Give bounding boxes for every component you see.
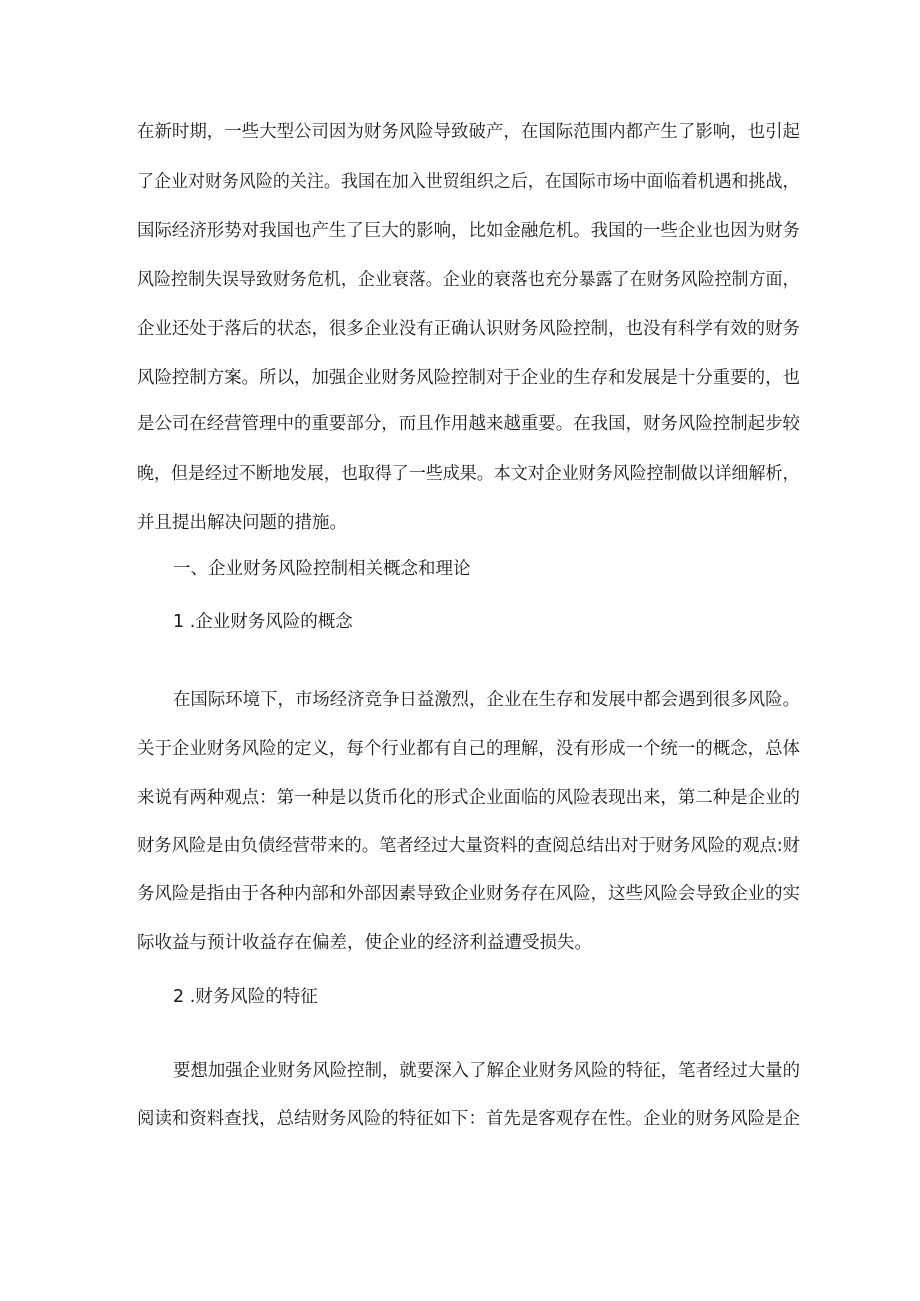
text-line: 并且提出解决问题的措施。 — [137, 513, 347, 533]
subsection-heading: 2 .财务风险的特征 — [173, 987, 318, 1007]
text-line: 企业还处于落后的状态，很多企业没有正确认识财务风险控制，也没有科学有效的财务 — [137, 319, 800, 339]
text-line: 阅读和资料查找，总结财务风险的特征如下：首先是客观存在性。企业的财务风险是企 — [137, 1109, 800, 1129]
text-line: 在国际环境下，市场经济竞争日益激烈，企业在生存和发展中都会遇到很多风险。 — [173, 690, 800, 710]
subsection-heading: 1 .企业财务风险的概念 — [173, 612, 353, 632]
text-line: 要想加强企业财务风险控制，就要深入了解企业财务风险的特征，笔者经过大量的 — [173, 1061, 800, 1081]
text-line: 风险控制方案。所以，加强企业财务风险控制对于企业的生存和发展是十分重要的，也 — [137, 368, 800, 388]
text-line: 是公司在经营管理中的重要部分，而且作用越来越重要。在我国，财务风险控制起步较 — [137, 414, 800, 434]
text-line: 在新时期，一些大型公司因为财务风险导致破产，在国际范围内都产生了影响，也引起 — [137, 122, 800, 142]
section-heading: 一、企业财务风险控制相关概念和理论 — [173, 559, 471, 579]
text-line: 了企业对财务风险的关注。我国在加入世贸组织之后，在国际市场中面临着机遇和挑战， — [137, 172, 800, 192]
text-line: 际收益与预计收益存在偏差，使企业的经济利益遭受损失。 — [137, 933, 592, 953]
text-line: 关于企业财务风险的定义，每个行业都有自己的理解，没有形成一个统一的概念，总体 — [137, 739, 800, 759]
text-line: 财务风险是由负债经营带来的。笔者经过大量资料的查阅总结出对于财务风险的观点:财 — [137, 836, 800, 856]
text-line: 务风险是指由于各种内部和外部因素导致企业财务存在风险，这些风险会导致企业的实 — [137, 884, 800, 904]
text-line: 风险控制失误导致财务危机，企业衰落。企业的衰落也充分暴露了在财务风险控制方面， — [137, 270, 800, 290]
text-line: 晚，但是经过不断地发展，也取得了一些成果。本文对企业财务风险控制做以详细解析， — [137, 464, 800, 484]
text-line: 国际经济形势对我国也产生了巨大的影响，比如金融危机。我国的一些企业也因为财务 — [137, 221, 800, 241]
text-line: 来说有两种观点：第一种是以货币化的形式企业面临的风险表现出来，第二种是企业的 — [137, 788, 800, 808]
